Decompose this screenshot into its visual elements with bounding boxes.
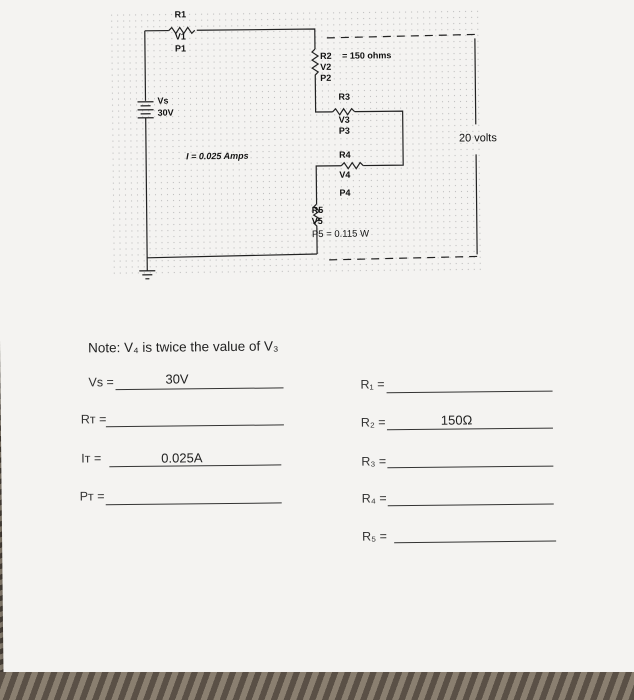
pt-field-label: Pᴛ = xyxy=(79,489,105,504)
wire-left-top xyxy=(145,31,146,101)
r2-label: R2 xyxy=(319,50,332,61)
r3-field-label: R₃ = xyxy=(361,454,387,469)
r2-value: = 150 ohms xyxy=(341,50,392,61)
it-field-value: 0.025A xyxy=(161,450,203,466)
r2-field-label: R₂ = xyxy=(360,415,386,430)
r4-field-label: R₄ = xyxy=(361,491,387,506)
p5-label: P5 = 0.115 W xyxy=(311,228,370,241)
rt-field-label: Rᴛ = xyxy=(80,412,107,427)
source-value: 30V xyxy=(157,107,174,118)
v1-label: V1 xyxy=(174,31,186,42)
r2-field-value: 150Ω xyxy=(440,412,473,428)
r5-field-label: R₅ = xyxy=(362,529,387,544)
p2-label: P2 xyxy=(320,72,332,83)
r1-label: R1 xyxy=(174,9,187,20)
vs-field-value: 30V xyxy=(165,371,189,387)
r5-label: R5 xyxy=(311,204,324,216)
p3-label: P3 xyxy=(338,125,350,136)
p4-label: P4 xyxy=(339,187,351,198)
it-field-label: Iᴛ = xyxy=(81,451,102,466)
p1-label: P1 xyxy=(174,43,187,54)
v2-label: V2 xyxy=(320,61,332,72)
r3-label: R3 xyxy=(338,91,351,102)
r4-label: R4 xyxy=(339,149,351,160)
v3-label: V3 xyxy=(338,114,350,125)
vs-field-label: Vs = xyxy=(88,375,114,390)
right-voltage-label: 20 volts xyxy=(458,132,497,145)
current-label: I = 0.025 Amps xyxy=(186,150,249,162)
background-bottom xyxy=(0,672,634,700)
note-text: Note: V₄ is twice the value of V₃ xyxy=(88,338,279,356)
r1-field-label: R₁ = xyxy=(360,377,385,392)
v4-label: V4 xyxy=(339,169,351,180)
source-name: Vs xyxy=(157,95,169,106)
dotted-grid xyxy=(109,10,482,276)
v5-label: V5 xyxy=(311,215,323,227)
